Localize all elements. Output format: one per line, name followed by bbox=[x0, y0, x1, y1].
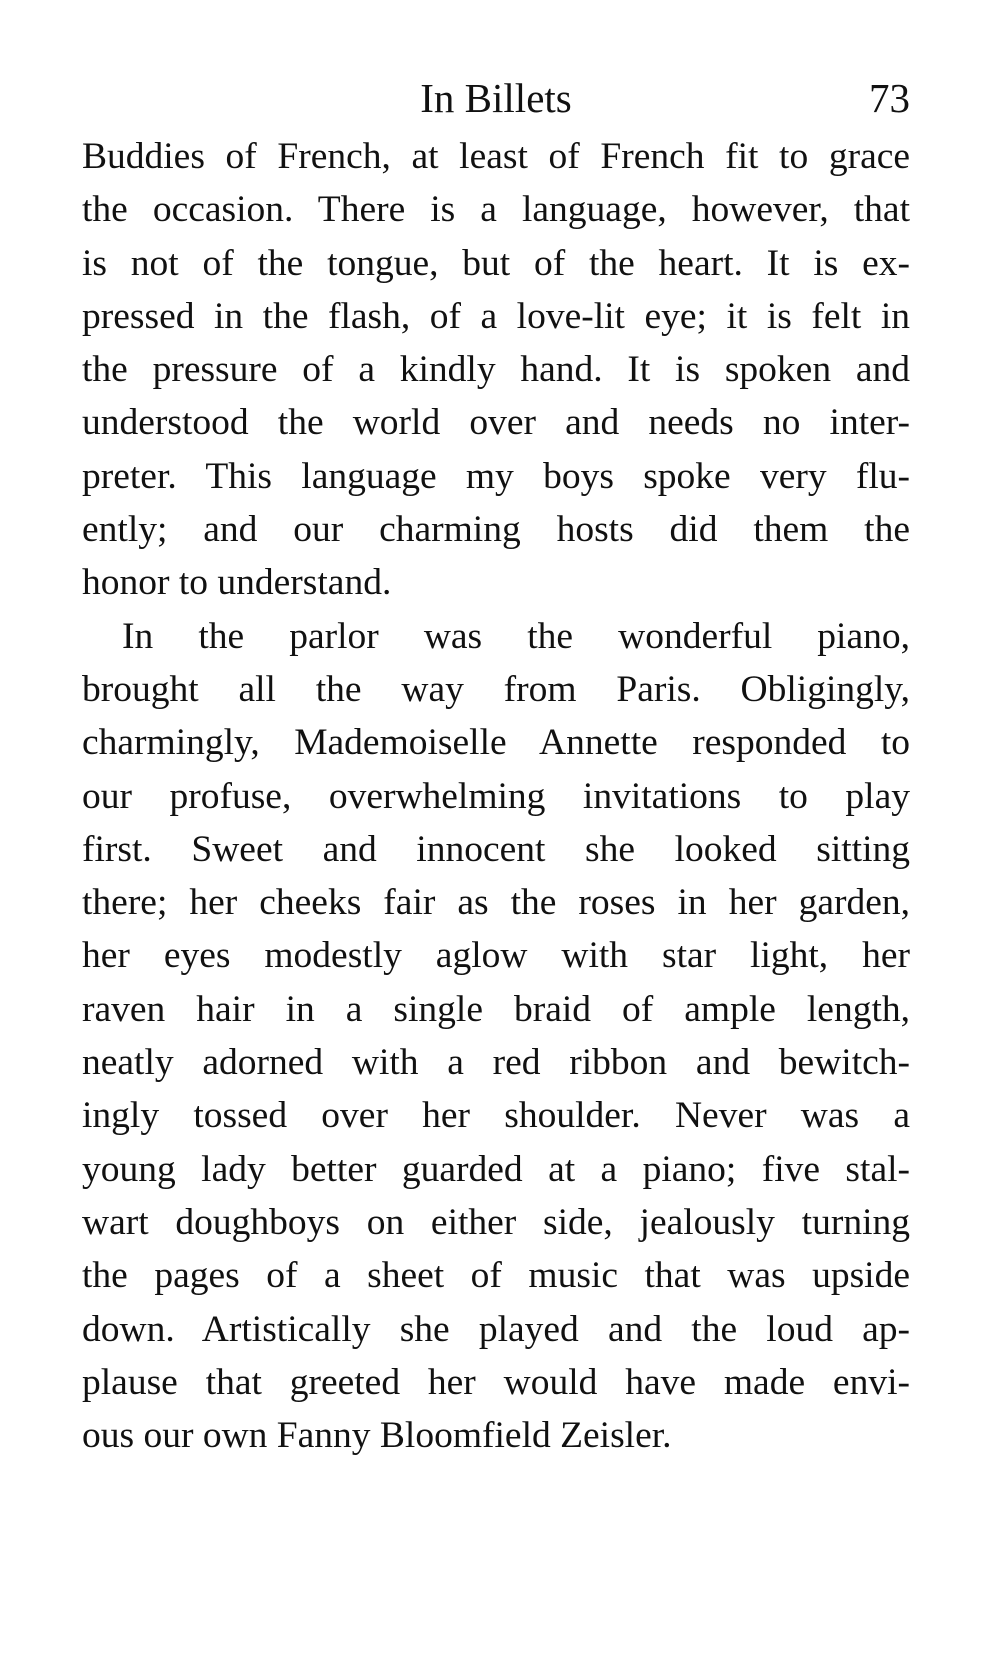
text-line: understood the world over and needs no inter- bbox=[82, 402, 910, 444]
running-header bbox=[82, 66, 910, 130]
text-line: ingly tossed over her shoulder. Never was a bbox=[82, 1095, 910, 1137]
text-line: neatly adorned with a red ribbon and bewitch- bbox=[82, 1042, 910, 1084]
text-line: is not of the tongue, but of the heart. It is ex- bbox=[82, 242, 910, 284]
text-line: pressed in the flash, of a love-lit eye; it is felt in bbox=[82, 295, 910, 337]
text-line: charmingly, Mademoiselle Annette responded to bbox=[82, 722, 910, 764]
text-line: first. Sweet and innocent she looked sitting bbox=[82, 828, 910, 870]
text-line: our profuse, overwhelming invitations to play bbox=[82, 775, 910, 817]
text-line: raven hair in a single braid of ample length, bbox=[82, 988, 910, 1030]
text-line: Buddies of French, at least of French fit to grace bbox=[82, 136, 910, 177]
text-line: the pages of a sheet of music that was upside bbox=[82, 1255, 910, 1297]
text-line: plause that greeted her would have made envi- bbox=[82, 1361, 910, 1403]
body-text bbox=[82, 130, 910, 1462]
text-line: In the parlor was the wonderful piano, bbox=[122, 615, 910, 657]
text-line: the occasion. There is a language, however, that bbox=[82, 189, 910, 231]
text-line: her eyes modestly aglow with star light, her bbox=[82, 935, 910, 977]
text-line: down. Artistically she played and the loud ap- bbox=[82, 1308, 910, 1350]
text-line: the pressure of a kindly hand. It is spoken and bbox=[82, 349, 910, 391]
text-line: wart doughboys on either side, jealously turning bbox=[82, 1201, 910, 1243]
text-line: young lady better guarded at a piano; five stal- bbox=[82, 1148, 910, 1190]
text-line: brought all the way from Paris. Obligingly, bbox=[82, 668, 910, 710]
text-line: honor to understand. bbox=[82, 562, 392, 604]
running-title: In Billets bbox=[420, 75, 572, 121]
text-line: preter. This language my boys spoke very flu- bbox=[82, 455, 910, 497]
text-line: ous our own Fanny Bloomfield Zeisler. bbox=[82, 1415, 672, 1457]
text-line: there; her cheeks fair as the roses in her garden, bbox=[82, 882, 910, 924]
page-number: 73 bbox=[869, 75, 910, 121]
paragraph-2 bbox=[82, 610, 910, 1463]
text-line: ently; and our charming hosts did them the bbox=[82, 509, 910, 551]
paragraph-1 bbox=[82, 130, 910, 610]
